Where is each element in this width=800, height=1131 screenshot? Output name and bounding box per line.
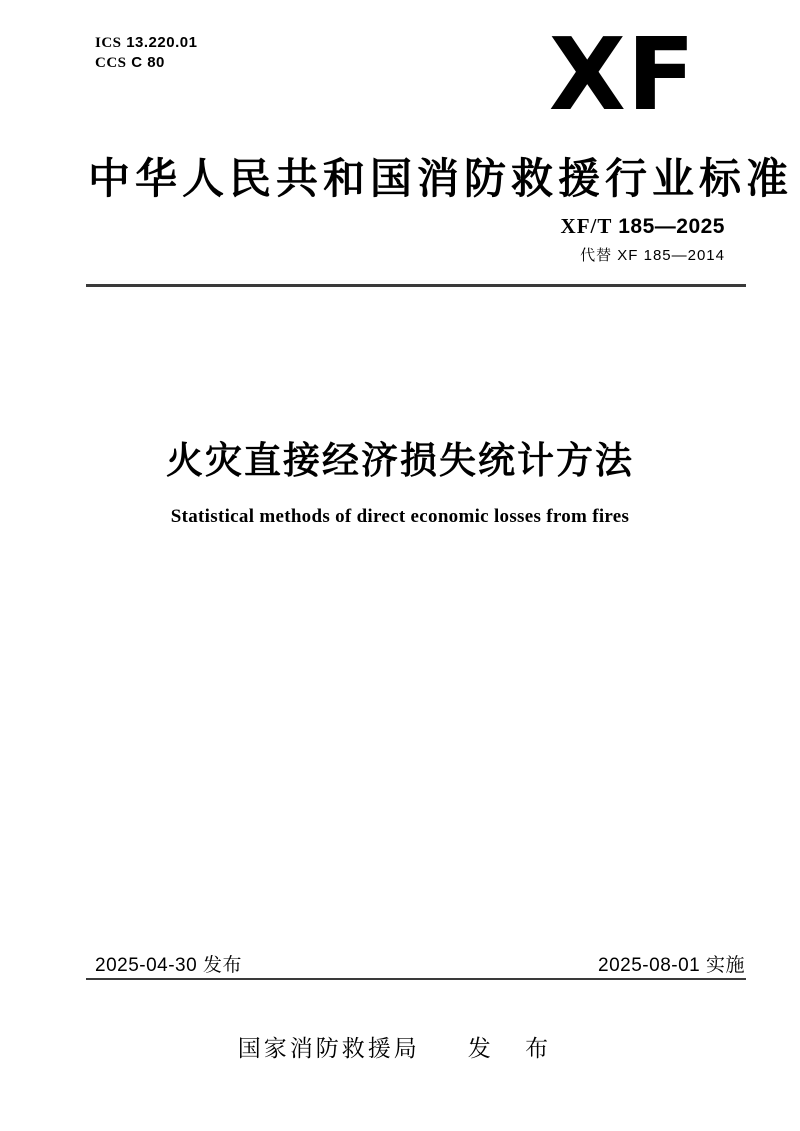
- standard-number-block: [561, 214, 725, 265]
- ccs-value: C 80: [131, 54, 165, 72]
- dates-row: [95, 950, 745, 977]
- standard-category-title: 中华人民共和国消防救援行业标准: [88, 155, 794, 202]
- top-divider-line: [86, 284, 746, 287]
- ics-code-line: [95, 33, 197, 53]
- ics-value: 13.220.01: [126, 34, 198, 51]
- ics-label: ICS: [95, 35, 122, 51]
- document-title-chinese: 火灾直接经济损失统计方法: [166, 440, 634, 481]
- xf-logo: XF: [548, 16, 697, 133]
- implement-date: 2025-08-01 实施: [598, 955, 745, 976]
- ccs-code-line: [95, 53, 197, 73]
- standard-number-value: 185—2025: [618, 215, 725, 238]
- replaces-note: 代替 XF 185—2014: [580, 247, 725, 264]
- publish-label: 发 布: [467, 1035, 563, 1061]
- issuer-name: 国家消防救援局: [237, 1035, 420, 1061]
- publisher-row: [0, 1030, 800, 1063]
- issue-date: 2025-04-30 发布: [95, 955, 242, 976]
- bottom-divider-line: [86, 978, 746, 980]
- classification-codes: [95, 33, 197, 74]
- standard-number: [561, 214, 725, 239]
- standard-number-prefix: XF/T: [560, 214, 613, 238]
- document-title-english: Statistical methods of direct economic losses from fires: [170, 506, 630, 527]
- ccs-label: CCS: [95, 55, 127, 72]
